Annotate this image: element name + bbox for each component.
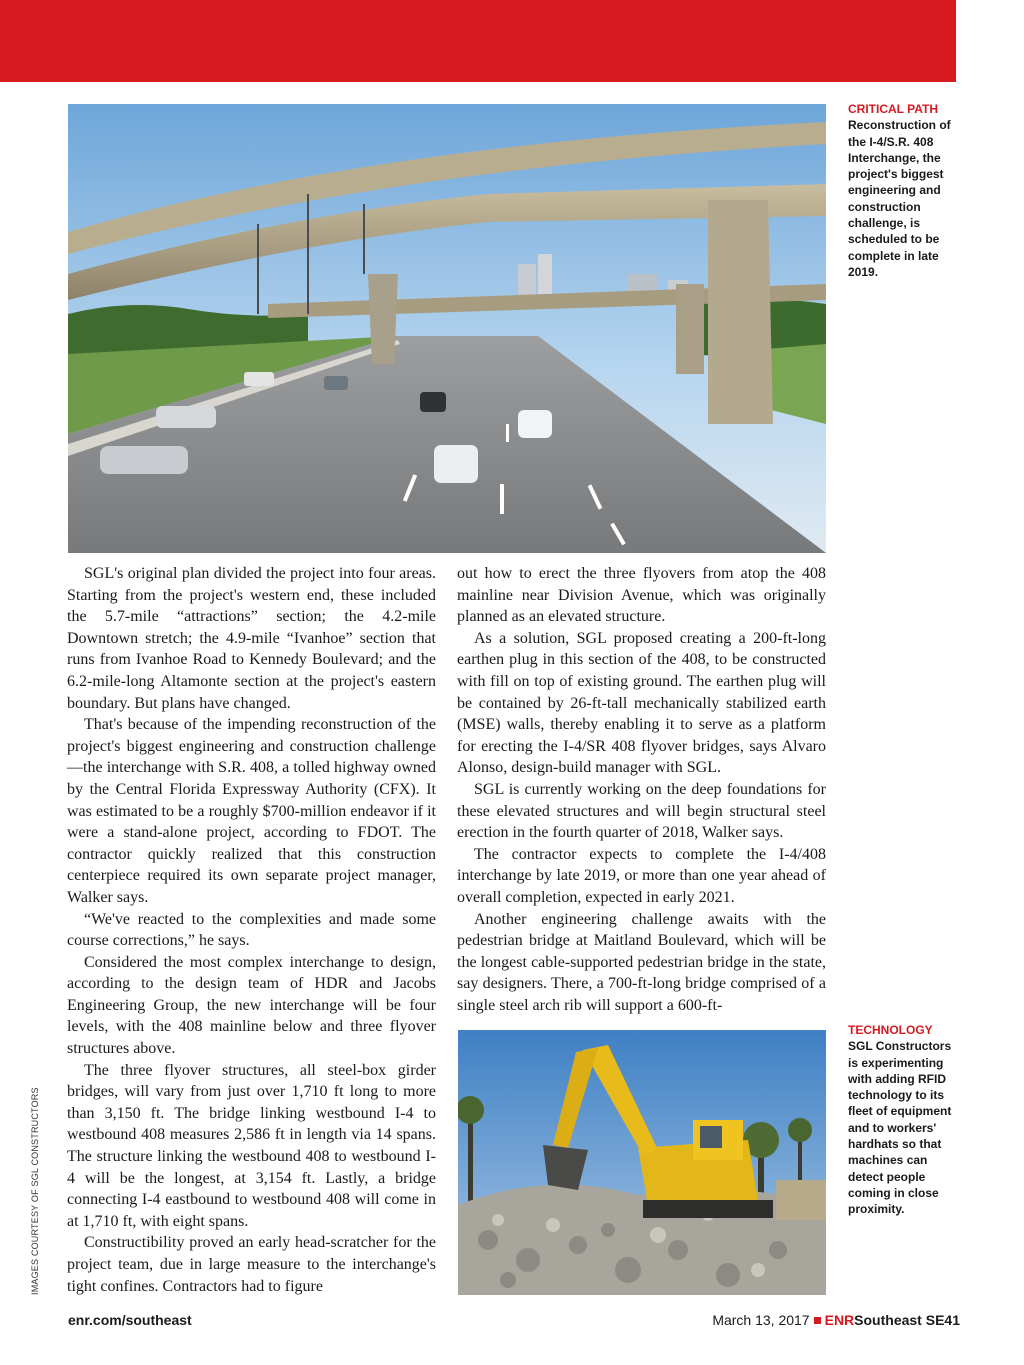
caption-kicker: TECHNOLOGY xyxy=(848,1023,933,1037)
paragraph: “We've reacted to the complexities and made some course corrections,” he says. xyxy=(67,910,436,950)
header-color-bar xyxy=(0,0,956,82)
image-credit: IMAGES COURTESY OF SGL CONSTRUCTORS xyxy=(30,1087,40,1295)
footer-folio xyxy=(712,1312,960,1328)
paragraph: Constructibility proved an early head-scratcher for the project team, due in large measure to the interchange's tight confines. Contractors had to figure xyxy=(67,1234,436,1295)
excavator-photo xyxy=(458,1030,826,1295)
interchange-rendering-photo xyxy=(68,104,826,553)
paragraph: SGL's original plan divided the project into four areas. Starting from the project's western end, these included the 5.7-mile “attractions” section; the 4.2-mile Downtown stretch; the 4.9-mile “Ivanhoe” section that runs from Ivanhoe Road to Kennedy Boulevard; and the 6.2-mile-long Altamonte section at the project's eastern boundary. But plans have changed. xyxy=(67,565,436,712)
page-number: SE41 xyxy=(925,1312,960,1328)
paragraph: That's because of the impending reconstruction of the project's biggest engineering and construction challenge—the interchange with S.R. 408, a tolled highway owned by the Central Florida Expressway Authority (CFX). It was estimated to be a roughly $700-million endeavor if it were a stand-alone project, according to FDOT. The contractor quickly realized that this construction centerpiece required its own separate project manager, Walker says. xyxy=(67,716,436,906)
caption-kicker: CRITICAL PATH xyxy=(848,102,938,116)
footer-section: Southeast xyxy=(854,1312,922,1328)
footer-date: March 13, 2017 xyxy=(712,1312,810,1328)
paragraph: SGL is currently working on the deep foundations for these elevated structures and will begin structural steel erection in the fourth quarter of 2018, Walker says. xyxy=(457,780,826,842)
paragraph: Another engineering challenge awaits with the pedestrian bridge at Maitland Boulevard, which will be the longest cable-supported pedestrian bridge in the state, say designers. There, a 700-ft-long bridge comprised of a single steel arch rib will support a 600-ft- xyxy=(457,910,826,1014)
paragraph: out how to erect the three flyovers from atop the 408 mainline near Division Avenue, which was originally planned as an elevated structure. xyxy=(457,565,826,626)
caption-text: Reconstruction of the I-4/S.R. 408 Interchange, the project's biggest engineering and construction challenge, is scheduled to be complete in late 2019. xyxy=(848,118,951,279)
footer-url[interactable]: enr.com/southeast xyxy=(68,1312,192,1328)
article-column-right xyxy=(457,563,826,1016)
red-square-icon xyxy=(814,1317,821,1324)
caption-critical-path xyxy=(848,101,960,280)
caption-technology xyxy=(848,1022,960,1218)
paragraph: The contractor expects to complete the I-4/408 interchange by late 2019, or more than one year ahead of overall completion, expected in early 2021. xyxy=(457,845,826,906)
footer-brand: ENR xyxy=(824,1312,855,1328)
paragraph: As a solution, SGL proposed creating a 200-ft-long earthen plug in this section of the 408, to be constructed with fill on top of existing ground. The earthen plug will be contained by 26-ft-tall mechanically stabilized earth (MSE) walls, thereby enabling it to serve as a platform for erecting the I-4/SR 408 flyover bridges, says Alvaro Alonso, design-build manager with SGL. xyxy=(457,629,826,777)
article-column-left xyxy=(67,563,436,1297)
paragraph: Considered the most complex interchange to design, according to the design team of HDR and Jacobs Engineering Group, the new interchange will be four levels, with the 408 mainline below and three flyover structures above. xyxy=(67,953,436,1058)
paragraph: The three flyover structures, all steel-box girder bridges, will vary from just over 1,710 ft long to more than 3,150 ft. The bridge linking westbound I-4 to westbound 408 measures 2,586 ft in length via 14 spans. The structure linking the westbound 408 to westbound I-4 will be the longest, at 3,154 ft. Lastly, a bridge connecting I-4 eastbound to westbound 408 will come in at 1,710 ft, with eight spans. xyxy=(67,1061,436,1230)
caption-text: SGL Constructors is experimenting with adding RFID technology to its fleet of equipment and to workers' hardhats so that machines can detect people coming in close proximity. xyxy=(848,1039,952,1217)
